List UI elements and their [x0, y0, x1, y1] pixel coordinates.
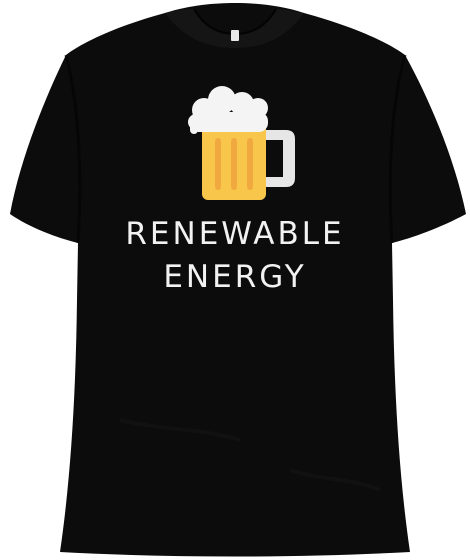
mug-stripe — [231, 138, 237, 190]
print-text-line1: RENEWABLE — [125, 216, 345, 252]
mug-stripe — [247, 138, 253, 190]
print-text-line2: ENERGY — [163, 259, 307, 295]
mug-stripe — [215, 138, 221, 190]
neck-tag — [231, 30, 239, 41]
